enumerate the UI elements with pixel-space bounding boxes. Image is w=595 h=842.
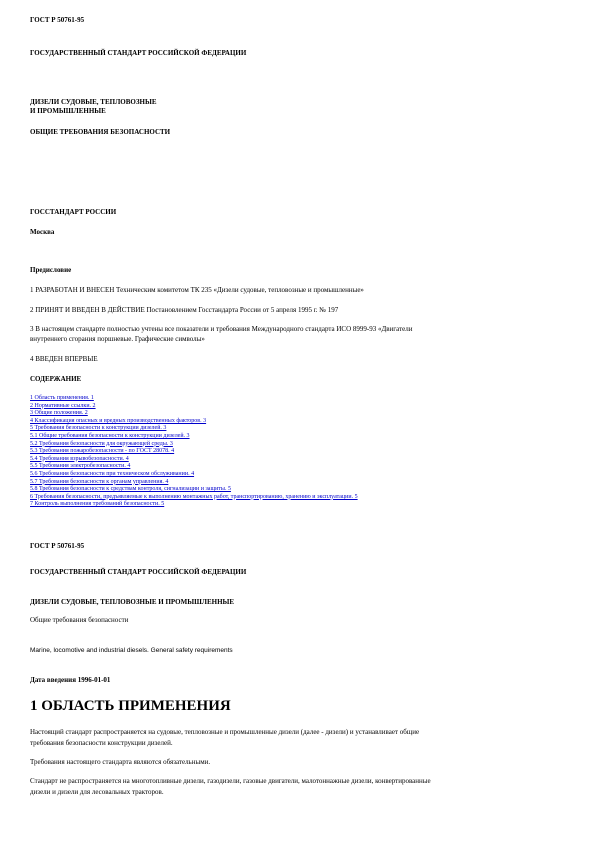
state-standard-heading: ГОСУДАРСТВЕННЫЙ СТАНДАРТ РОССИЙСКОЙ ФЕДЕРАЦИИ bbox=[30, 49, 247, 57]
scope-paragraph-2: Требования настоящего стандарта являются обязательными. bbox=[30, 758, 211, 766]
toc-link-5-1[interactable]: 5.1 Общие требования безопасности к конструкции дизелей. 3 bbox=[30, 432, 190, 439]
toc-link-7[interactable]: 7 Контроль выполнения требований безопасности. 5 bbox=[30, 501, 165, 508]
toc-link-5-7[interactable]: 5.7 Требования безопасности к органам управления. 4 bbox=[30, 478, 169, 485]
foreword-item-3-line2: внутреннего сгорания поршневые. Графические символы» bbox=[30, 335, 205, 343]
foreword-item-4: 4 ВВЕДЕН ВПЕРВЫЕ bbox=[30, 355, 98, 363]
toc-heading: СОДЕРЖАНИЕ bbox=[30, 375, 82, 383]
document-title-line2: И ПРОМЫШЛЕННЫЕ bbox=[30, 107, 106, 115]
introduction-date: Дата введения 1996-01-01 bbox=[30, 676, 111, 684]
body-state-standard-heading: ГОСУДАРСТВЕННЫЙ СТАНДАРТ РОССИЙСКОЙ ФЕДЕРАЦИИ bbox=[30, 568, 247, 576]
foreword-heading: Предисловие bbox=[30, 266, 72, 274]
toc-link-4[interactable]: 4 Классификация опасных и вредных производственных факторов. 3 bbox=[30, 417, 207, 424]
toc-link-1[interactable]: 1 Область применения. 1 bbox=[30, 395, 94, 401]
scope-paragraph-1-line2: требования безопасности конструкции дизелей. bbox=[30, 739, 173, 747]
toc-link-5-2[interactable]: 5.2 Требования безопасности для окружающей среды. 3 bbox=[30, 440, 173, 447]
table-of-contents bbox=[30, 395, 358, 509]
toc-link-5-8[interactable]: 5.8 Требования безопасности к средствам контроля, сигнализации и защиты. 5 bbox=[30, 486, 231, 493]
foreword-item-3-line1: 3 В настоящем стандарте полностью учтены все показатели и требования Международного стандарта ИСО 8999-93 «Двигатели bbox=[30, 325, 413, 333]
publisher: ГОССТАНДАРТ РОССИИ bbox=[30, 208, 117, 216]
scope-paragraph-3-line2: дизели и дизели для лесовальных тракторов. bbox=[30, 788, 164, 796]
document-subtitle: ОБЩИЕ ТРЕБОВАНИЯ БЕЗОПАСНОСТИ bbox=[30, 128, 171, 136]
body-standard-code: ГОСТ Р 50761-95 bbox=[30, 542, 85, 550]
standard-code: ГОСТ Р 50761-95 bbox=[30, 16, 85, 24]
toc-link-5-5[interactable]: 5.5 Требования электробезопасности. 4 bbox=[30, 463, 131, 470]
toc-link-2[interactable]: 2 Нормативные ссылки. 2 bbox=[30, 402, 96, 409]
toc-link-3[interactable]: 3 Общие положения. 2 bbox=[30, 410, 88, 417]
section-heading-scope: 1 ОБЛАСТЬ ПРИМЕНЕНИЯ bbox=[30, 698, 231, 714]
toc-link-5-3[interactable]: 5.3 Требования пожаробезопасности - по ГОСТ 28078. 4 bbox=[30, 448, 175, 455]
foreword-item-2: 2 ПРИНЯТ И ВВЕДЕН В ДЕЙСТВИЕ Постановлением Госстандарта России от 5 апреля 1995 г. № 197 bbox=[30, 306, 339, 314]
document-title-line1: ДИЗЕЛИ СУДОВЫЕ, ТЕПЛОВОЗНЫЕ bbox=[30, 98, 157, 106]
toc-link-5[interactable]: 5 Требования безопасности к конструкции дизелей. 3 bbox=[30, 425, 167, 432]
toc-link-6[interactable]: 6 Требования безопасности, предъявляемые к выполнению монтажных работ, транспортированию, хранению и эксплуатации. 5 bbox=[30, 493, 358, 500]
scope-paragraph-3-line1: Стандарт не распространяется на многотопливные дизели, газодизели, газовые двигатели, малотоннажные дизели, конвертированные bbox=[30, 777, 431, 785]
body-document-subtitle: Общие требования безопасности bbox=[30, 616, 129, 624]
body-document-title: ДИЗЕЛИ СУДОВЫЕ, ТЕПЛОВОЗНЫЕ И ПРОМЫШЛЕННЫЕ bbox=[30, 598, 235, 606]
city: Москва bbox=[30, 228, 55, 236]
scope-paragraph-1-line1: Настоящий стандарт распространяется на судовые, тепловозные и промышленные дизели (далее - дизели) и устанавливает общие bbox=[30, 728, 420, 736]
foreword-item-1: 1 РАЗРАБОТАН И ВНЕСЕН Техническим комитетом ТК 235 «Дизели судовые, тепловозные и промышленные» bbox=[30, 286, 364, 294]
english-title: Marine, locomotive and industrial diesels. General safety requirements bbox=[30, 647, 233, 654]
toc-link-5-4[interactable]: 5.4 Требования взрывобезопасности. 4 bbox=[30, 455, 129, 462]
toc-link-5-6[interactable]: 5.6 Требования безопасности при техническом обслуживании. 4 bbox=[30, 470, 195, 477]
